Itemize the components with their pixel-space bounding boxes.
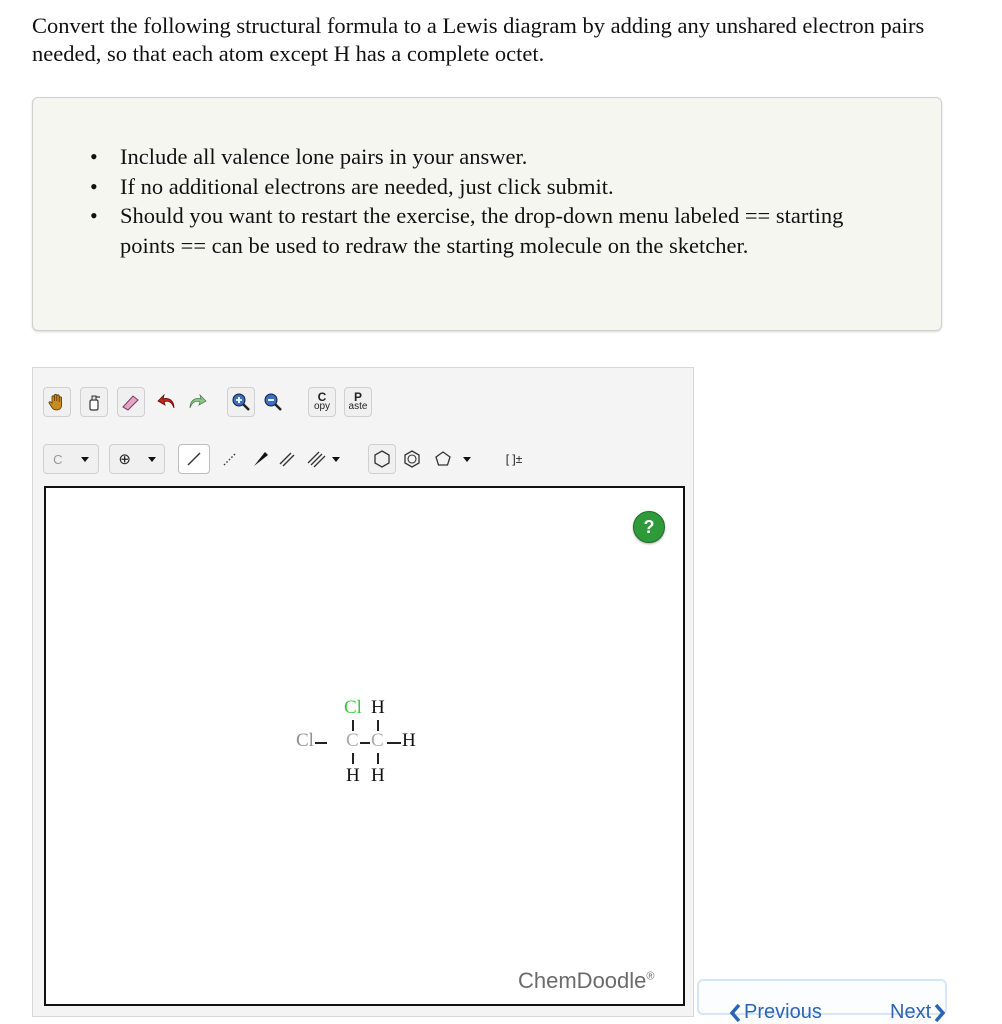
atom-cl-top[interactable]: Cl bbox=[344, 697, 362, 718]
zoom-out-icon bbox=[263, 392, 283, 412]
chevron-left-icon bbox=[729, 1003, 741, 1023]
dashed-bond-icon bbox=[220, 449, 240, 469]
eraser-button[interactable] bbox=[117, 387, 145, 417]
copy-button[interactable] bbox=[308, 387, 336, 417]
redo-icon bbox=[186, 392, 208, 412]
previous-label: Previous bbox=[744, 1001, 822, 1023]
paste-button[interactable] bbox=[344, 387, 372, 417]
question-text: Convert the following structural formula to a Lewis diagram by adding any unshared electron pairs needed, so that each atom except H has a complete octet. bbox=[32, 13, 925, 66]
copy-bottom-label: opy bbox=[313, 401, 331, 412]
brand-name: ChemDoodle bbox=[518, 968, 647, 993]
triple-bond-dropdown[interactable] bbox=[301, 444, 345, 474]
help-button[interactable]: ? bbox=[633, 511, 665, 543]
registered-mark: ® bbox=[646, 970, 655, 983]
bracket-button[interactable] bbox=[496, 444, 532, 474]
chevron-right-icon bbox=[934, 1003, 946, 1023]
ring-dropdown[interactable] bbox=[428, 444, 476, 474]
atom-c2[interactable]: C bbox=[371, 730, 384, 751]
paste-top-label: P bbox=[353, 390, 362, 404]
copy-top-label: C bbox=[317, 390, 327, 404]
chevron-down-icon bbox=[81, 457, 89, 462]
hand-icon bbox=[47, 392, 67, 412]
wedge-bond-icon bbox=[250, 449, 270, 469]
instruction-item: • Should you want to restart the exercise, the drop-down menu labeled == starting points == can be used to redraw the starting molecule on the sketcher. bbox=[90, 203, 844, 258]
instructions-list bbox=[86, 142, 846, 260]
dashed-bond-button[interactable] bbox=[216, 444, 244, 474]
redo-button[interactable] bbox=[183, 387, 211, 417]
undo-icon bbox=[156, 392, 178, 412]
zoom-out-button[interactable] bbox=[259, 387, 287, 417]
instruction-item: • Include all valence lone pairs in your answer. bbox=[90, 144, 528, 169]
chevron-down-icon bbox=[148, 457, 156, 462]
previous-button[interactable] bbox=[729, 1001, 822, 1024]
atom-h-bottom-left[interactable]: H bbox=[346, 765, 360, 786]
zoom-in-icon bbox=[231, 392, 251, 412]
benzene-icon bbox=[402, 449, 422, 469]
clear-bottle-icon bbox=[84, 392, 104, 412]
bond[interactable] bbox=[315, 742, 327, 744]
clear-button[interactable] bbox=[80, 387, 108, 417]
atom-h-right[interactable]: H bbox=[402, 730, 416, 751]
single-bond-icon bbox=[184, 449, 204, 469]
drawing-canvas[interactable] bbox=[44, 486, 685, 1006]
wedge-bond-button[interactable] bbox=[246, 444, 274, 474]
bond[interactable] bbox=[377, 753, 379, 764]
paste-bottom-label: aste bbox=[348, 401, 368, 412]
single-bond-button[interactable] bbox=[178, 444, 210, 474]
instruction-item: • If no additional electrons are needed, just click submit. bbox=[90, 173, 614, 199]
bond[interactable] bbox=[352, 753, 354, 764]
bracket-label: [ ]± bbox=[505, 452, 523, 466]
molecule-structure[interactable] bbox=[296, 698, 496, 798]
atom-h-top[interactable]: H bbox=[371, 697, 385, 718]
chemdoodle-logo bbox=[518, 968, 655, 994]
chemdoodle-sketcher bbox=[32, 367, 694, 1017]
instructions-panel bbox=[32, 97, 942, 331]
pentagon-icon bbox=[433, 449, 453, 469]
atom-select-value: C bbox=[53, 451, 63, 467]
next-button[interactable] bbox=[890, 1001, 946, 1024]
chevron-down-icon bbox=[332, 457, 340, 462]
hexagon-icon bbox=[372, 449, 392, 469]
charge-label: ⊕ bbox=[118, 451, 131, 468]
eraser-icon bbox=[120, 392, 142, 412]
bond[interactable] bbox=[387, 742, 401, 744]
bond[interactable] bbox=[360, 742, 370, 744]
atom-h-bottom-right[interactable]: H bbox=[371, 765, 385, 786]
zoom-in-button[interactable] bbox=[227, 387, 255, 417]
pan-hand-button[interactable] bbox=[43, 387, 71, 417]
atom-c1[interactable]: C bbox=[346, 730, 359, 751]
double-bond-button[interactable] bbox=[273, 444, 301, 474]
next-label: Next bbox=[890, 1001, 932, 1023]
navigation-bar bbox=[697, 979, 949, 1024]
triple-bond-icon bbox=[306, 449, 326, 469]
chevron-down-icon bbox=[463, 457, 471, 462]
undo-button[interactable] bbox=[153, 387, 181, 417]
charge-dropdown[interactable] bbox=[109, 444, 165, 474]
atom-cl-left[interactable]: Cl bbox=[296, 730, 314, 751]
cyclohexane-button[interactable] bbox=[368, 444, 396, 474]
double-bond-icon bbox=[277, 449, 297, 469]
atom-select-dropdown[interactable] bbox=[43, 444, 99, 474]
benzene-button[interactable] bbox=[398, 444, 426, 474]
